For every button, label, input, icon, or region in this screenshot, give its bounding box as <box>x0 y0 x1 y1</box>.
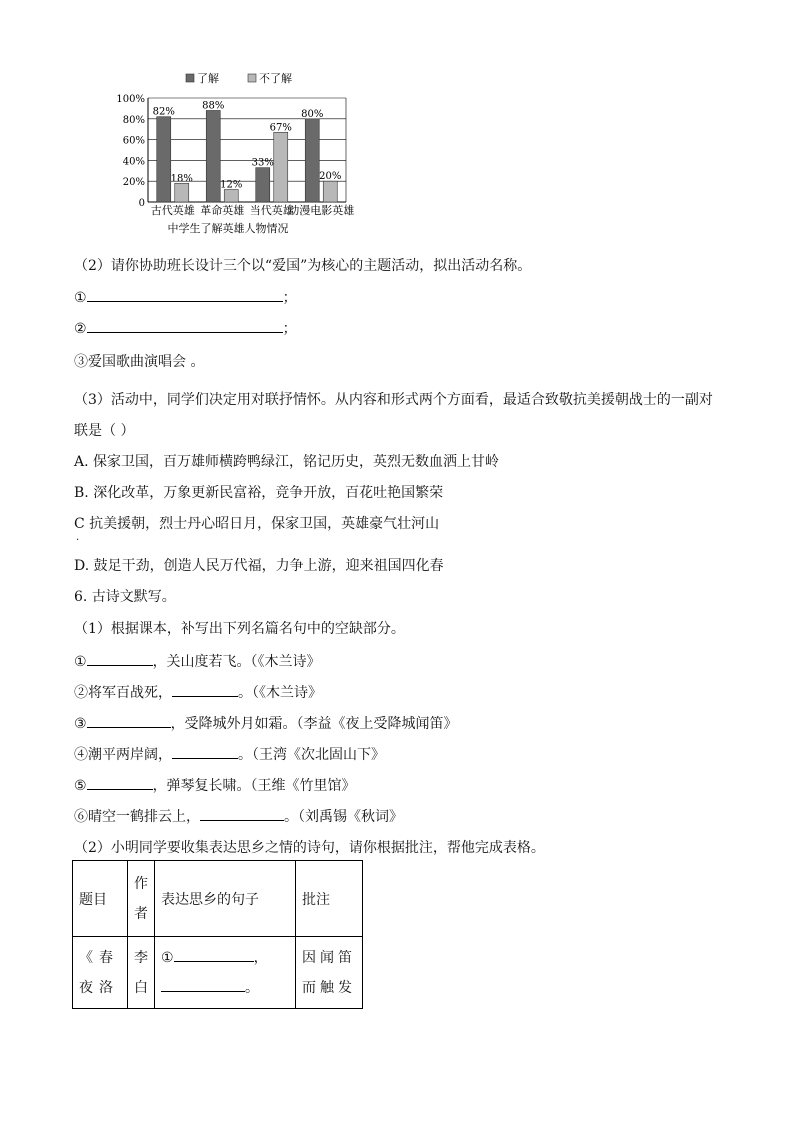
y-tick-label: 100% <box>116 94 145 105</box>
poem-line-1: ① ，关山度若飞。（《木兰诗》 <box>74 651 321 672</box>
bar-unaware <box>323 181 337 202</box>
row-note: 因闻笛 而触发 <box>296 937 363 1009</box>
poem-line-3: ③ ，受降城外月如霜。（李益《夜上受降城闻笛》 <box>74 713 458 734</box>
data-label: 20% <box>319 171 342 183</box>
q6-sub1: （1）根据课本，补写出下列名篇名句中的空缺部分。 <box>74 621 405 637</box>
bar-unaware <box>175 183 189 202</box>
q2-item1-end: ； <box>282 290 297 306</box>
q6-sub2: （2）小明同学要收集表达思乡之情的诗句，请你根据批注，帮他完成表格。 <box>74 840 545 856</box>
table-header-row <box>73 861 363 937</box>
x-tick-label: 古代英雄 <box>150 204 195 217</box>
chart-legend <box>186 71 292 85</box>
y-tick-label: 80% <box>122 114 145 126</box>
legend-label-unaware: 不了解 <box>259 72 292 85</box>
header-note: 批注 <box>296 861 363 937</box>
header-author: 作 者 <box>128 861 155 937</box>
poem-line-2: ②将军百战死， 。（《木兰诗》 <box>74 682 322 703</box>
bar-aware <box>305 119 319 202</box>
table-blank-1[interactable] <box>174 947 254 962</box>
data-label: 67% <box>269 122 292 134</box>
poem-blank-5[interactable] <box>87 775 153 790</box>
q3-option-d[interactable]: D. 鼓足干劲，创造人民万代福，力争上游，迎来祖国四化春 <box>74 558 444 574</box>
q2-prompt: （2）请你协助班长设计三个以“爱国”为核心的主题活动，拟出活动名称。 <box>74 258 532 274</box>
bar-aware <box>256 168 270 202</box>
q3-option-b[interactable]: B. 深化改革，万象更新民富裕，竞争开放，百花吐艳国繁荣 <box>74 485 444 501</box>
poem-blank-4[interactable] <box>172 744 238 759</box>
homesick-poem-table <box>72 860 363 1009</box>
y-tick-label: 40% <box>122 156 145 168</box>
x-tick-label: 革命英雄 <box>200 204 245 217</box>
data-label: 33% <box>251 157 274 169</box>
row-title: 《春 夜洛 <box>73 937 128 1009</box>
q2-answer-3: ③爱国歌曲演唱会 。 <box>74 354 205 370</box>
y-tick-label: 0 <box>138 198 145 209</box>
q2-item1-mark: ① <box>74 290 87 306</box>
table-blank-2[interactable] <box>161 977 245 992</box>
chart-title: 中学生了解英雄人物情况 <box>167 222 289 235</box>
data-label: 82% <box>152 106 175 118</box>
bar-unaware <box>224 190 238 202</box>
header-sentence: 表达思乡的句子 <box>155 861 296 937</box>
x-tick-label: 动漫电影英雄 <box>288 204 355 217</box>
q6-title: 6. 古诗文默写。 <box>74 589 176 605</box>
row-author: 李 白 <box>128 937 155 1009</box>
q3-stray-dot: . <box>76 532 80 543</box>
poem-blank-2[interactable] <box>172 682 238 697</box>
q3-prompt-line1: （3）活动中，同学们决定用对联抒情怀。从内容和形式两个方面看，最适合致敬抗美援朝战士的一副对 <box>74 392 713 408</box>
q2-blank-2[interactable] <box>87 318 283 333</box>
row-sentence: ① ， 。 <box>155 937 296 1009</box>
q2-item2-end: ； <box>282 321 297 337</box>
x-tick-label: 当代英雄 <box>249 204 294 217</box>
poem-line-6: ⑥晴空一鹤排云上， 。（刘禹锡《秋词》 <box>74 806 403 827</box>
poem-blank-1[interactable] <box>87 651 153 666</box>
q2-blank-1[interactable] <box>87 287 283 302</box>
bar-aware <box>157 117 171 202</box>
q3-option-a[interactable]: A. 保家卫国，百万雄师横跨鸭绿江，铭记历史，英烈无数血洒上甘岭 <box>74 454 500 470</box>
legend-label-aware: 了解 <box>197 72 219 85</box>
q2-item2-mark: ② <box>74 321 87 337</box>
table-row <box>73 937 363 1009</box>
bar-aware <box>206 110 220 202</box>
legend-swatch-unaware <box>248 74 256 82</box>
y-tick-label: 60% <box>122 135 145 147</box>
header-title: 题目 <box>73 861 128 937</box>
poem-blank-6[interactable] <box>200 806 284 821</box>
poem-line-4: ④潮平两岸阔， 。（王湾《次北固山下》 <box>74 744 385 765</box>
data-label: 80% <box>301 108 324 120</box>
hero-awareness-chart <box>110 66 370 242</box>
q3-option-c[interactable]: C 抗美援朝，烈士丹心昭日月，保家卫国，英雄豪气壮河山 <box>74 516 440 532</box>
bar-unaware <box>274 132 288 202</box>
poem-blank-3[interactable] <box>87 713 171 728</box>
q2-answer-2 <box>74 318 297 339</box>
q2-answer-1 <box>74 287 297 308</box>
legend-swatch-aware <box>186 74 194 82</box>
data-label: 18% <box>170 173 193 185</box>
data-label: 12% <box>220 179 243 191</box>
y-tick-label: 20% <box>122 177 145 189</box>
data-label: 88% <box>202 100 225 112</box>
poem-line-5: ⑤ ，弹琴复长啸。（王维《竹里馆》 <box>74 775 356 796</box>
q3-prompt-line2: 联是（ ） <box>74 423 135 439</box>
